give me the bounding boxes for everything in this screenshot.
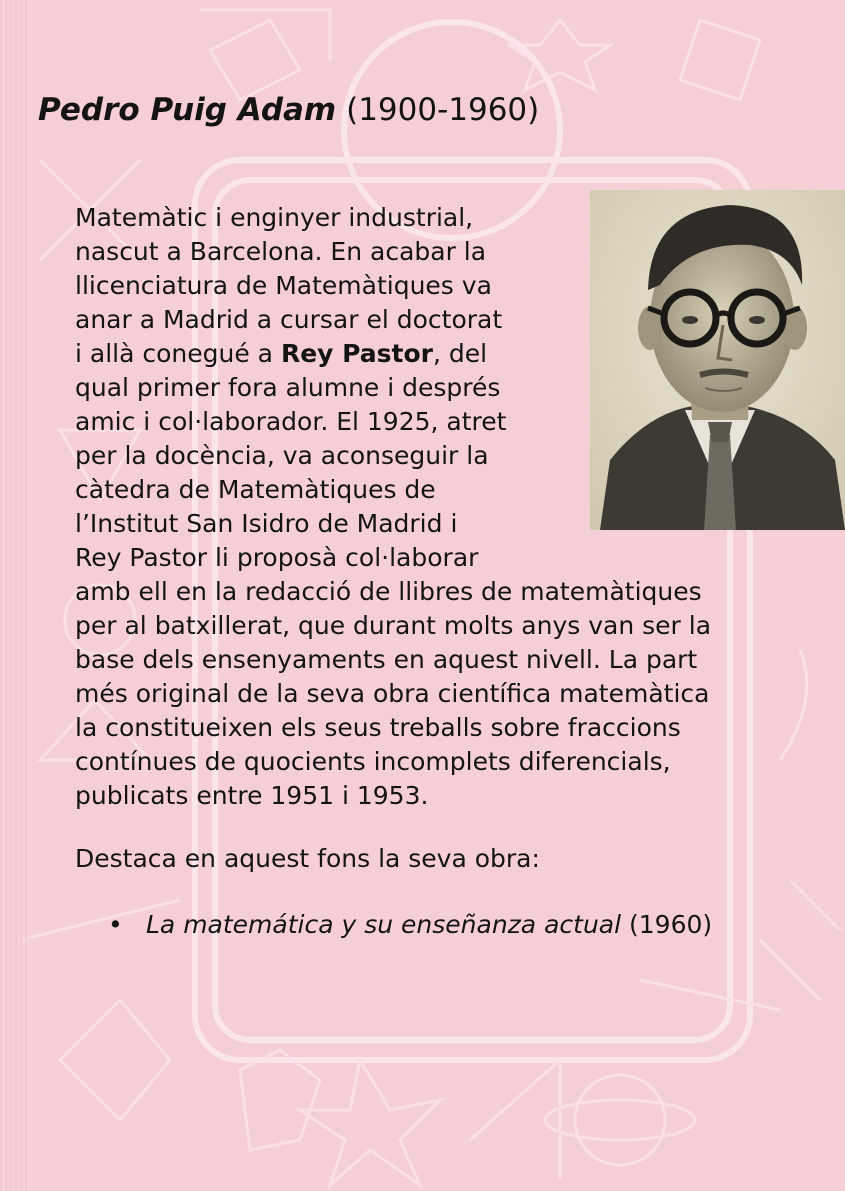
bio-line: càtedra de Matemàtiques de bbox=[75, 475, 436, 504]
work-title: La matemática y su enseñanza actual bbox=[146, 910, 622, 939]
bio-line: llicenciatura de Matemàtiques va bbox=[75, 271, 492, 300]
work-year: (1960) bbox=[621, 910, 713, 939]
rey-pastor-name: Rey Pastor bbox=[280, 339, 434, 368]
list-item bbox=[108, 908, 712, 942]
bio-line: contínues de quocients incomplets diferencials, bbox=[75, 747, 671, 776]
bullet-icon: • bbox=[108, 910, 123, 939]
person-name: Pedro Puig Adam bbox=[38, 92, 337, 128]
bio-line: publicats entre 1951 i 1953. bbox=[75, 781, 429, 810]
biography-text bbox=[75, 201, 810, 813]
page-title bbox=[38, 90, 539, 130]
bio-line: la constitueixen els seus treballs sobre fraccions bbox=[75, 713, 681, 742]
works-intro: Destaca en aquest fons la seva obra: bbox=[75, 844, 540, 873]
bio-line bbox=[75, 337, 810, 371]
bio-text: i allà conegué a bbox=[75, 339, 281, 368]
bio-line: per la docència, va aconseguir la bbox=[75, 441, 489, 470]
bio-line: per al batxillerat, que durant molts anys van ser la bbox=[75, 611, 712, 640]
left-border-strip bbox=[0, 0, 30, 1191]
bio-line: l’Institut San Isidro de Madrid i bbox=[75, 509, 458, 538]
bio-line: Matemàtic i enginyer industrial, bbox=[75, 203, 474, 232]
bio-line: qual primer fora alumne i després bbox=[75, 373, 501, 402]
bio-line: nascut a Barcelona. En acabar la bbox=[75, 237, 487, 266]
bio-line: base dels ensenyaments en aquest nivell. La part bbox=[75, 645, 698, 674]
life-years: (1900-1960) bbox=[346, 92, 540, 128]
bio-line: amb ell en la redacció de llibres de matemàtiques bbox=[75, 577, 702, 606]
bio-line: anar a Madrid a cursar el doctorat bbox=[75, 305, 503, 334]
bio-line: Rey Pastor li proposà col·laborar bbox=[75, 543, 479, 572]
bio-text: , del bbox=[433, 339, 488, 368]
bio-line: més original de la seva obra científica matemàtica bbox=[75, 679, 710, 708]
works-list bbox=[108, 908, 712, 942]
bio-line: amic i col·laborador. El 1925, atret bbox=[75, 407, 507, 436]
